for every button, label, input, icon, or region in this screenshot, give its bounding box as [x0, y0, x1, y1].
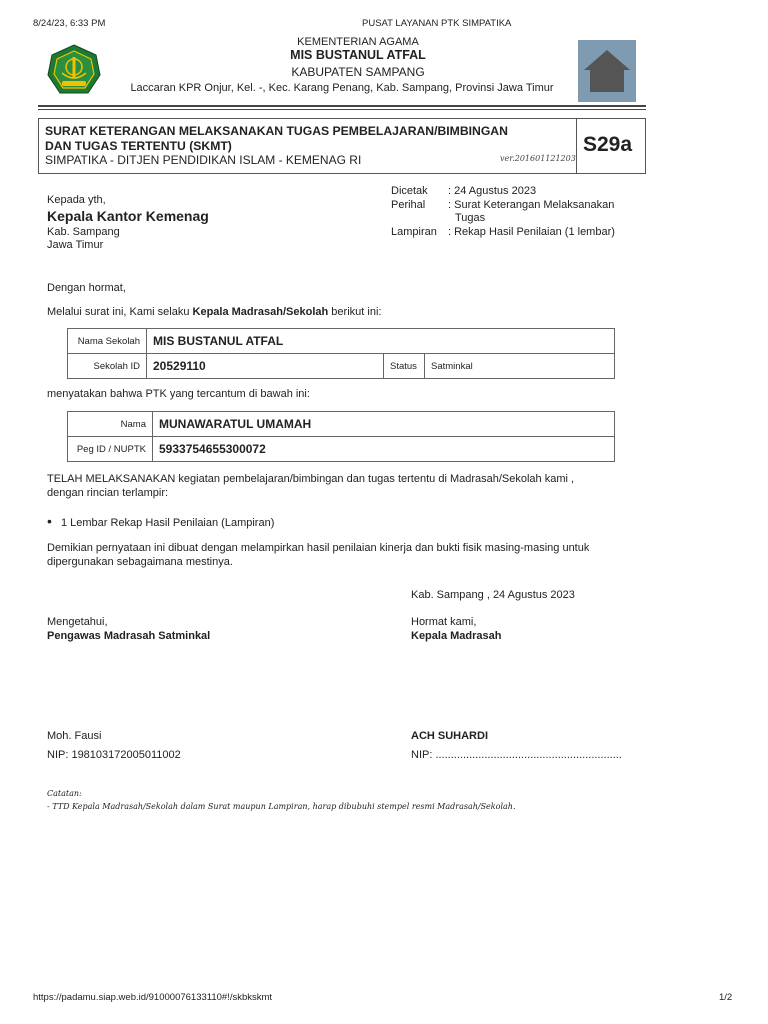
- list-item: [47, 513, 274, 529]
- document-title-line1: SURAT KETERANGAN MELAKSANAKAN TUGAS PEMBELAJARAN/BIMBINGAN: [45, 124, 508, 138]
- paragraph2-line1: Demikian pernyataan ini dibuat dengan melampirkan hasil penilaian kinerja dan bukti fisik masing-masing untuk: [47, 542, 590, 554]
- document-version: ver.201601121203: [500, 154, 576, 163]
- school-address: Laccaran KPR Onjur, Kel. -, Kec. Karang Penang, Kab. Sampang, Provinsi Jawa Timur: [130, 82, 554, 94]
- bullet-icon: •: [47, 513, 52, 529]
- paragraph2-line2: dipergunakan sebagaimana mestinya.: [47, 556, 233, 568]
- print-datetime: 8/24/23, 6:33 PM: [33, 18, 106, 29]
- right-signature-role: Kepala Madrasah: [411, 630, 502, 642]
- footer-url[interactable]: https://padamu.siap.web.id/91000076133110#!/skbkskmt: [33, 992, 273, 1003]
- ptk-id-value: 5933754655300072: [153, 437, 615, 462]
- status-label: Status: [384, 354, 425, 379]
- school-name-header: MIS BUSTANUL ATFAL: [290, 48, 426, 62]
- recipient-name: Kepala Kantor Kemenag: [47, 208, 209, 224]
- recipient-line1: Kab. Sampang: [47, 226, 120, 238]
- ptk-name-label: Nama: [68, 412, 153, 437]
- recipient-salutation: Kepada yth,: [47, 194, 106, 206]
- paragraph1-line2: dengan rincian terlampir:: [47, 487, 169, 499]
- note-label: Catatan:: [47, 789, 82, 798]
- form-code: S29a: [583, 133, 633, 156]
- page-number: 1/2: [719, 992, 733, 1003]
- school-info-table: [67, 328, 615, 379]
- printed-label: Dicetak: [391, 185, 428, 197]
- school-name-label: Nama Sekolah: [68, 329, 147, 354]
- subject-value-line1: : Surat Keterangan Melaksanakan: [448, 199, 615, 211]
- kemenag-logo: [46, 43, 102, 99]
- table-row: [68, 354, 615, 379]
- paragraph1-line1: TELAH MELAKSANAKAN kegiatan pembelajaran/bimbingan dan tugas tertentu di Madrasah/Sekolah kami ,: [47, 473, 575, 485]
- bullet-text: 1 Lembar Rekap Hasil Penilaian (Lampiran): [60, 517, 275, 529]
- subject-label: Perihal: [391, 199, 426, 211]
- ministry-name: KEMENTERIAN AGAMA: [297, 36, 419, 48]
- recipient-line2: Jawa Timur: [47, 239, 104, 251]
- intro-sentence: [47, 306, 381, 318]
- school-id-value: 20529110: [147, 354, 384, 379]
- states-sentence: menyatakan bahwa PTK yang tercantum di bawah ini:: [47, 388, 310, 400]
- intro-text-a: Melalui surat ini, Kami selaku: [47, 306, 193, 318]
- greeting: Dengan hormat,: [47, 282, 126, 294]
- right-signature-intro: Hormat kami,: [411, 616, 477, 628]
- left-signature-intro: Mengetahui,: [47, 616, 108, 628]
- title-box-divider: [576, 118, 577, 174]
- place-date: Kab. Sampang , 24 Agustus 2023: [411, 589, 575, 601]
- school-name-value: MIS BUSTANUL ATFAL: [147, 329, 615, 354]
- regency-name: KABUPATEN SAMPANG: [291, 65, 425, 79]
- attachment-label: Lampiran: [391, 226, 437, 238]
- attachment-value: : Rekap Hasil Penilaian (1 lembar): [448, 226, 615, 238]
- right-signer-nip: NIP: .............................................................: [411, 749, 622, 761]
- table-row: [68, 437, 615, 462]
- table-row: [68, 412, 615, 437]
- document-subtitle: SIMPATIKA - DITJEN PENDIDIKAN ISLAM - KEMENAG RI: [45, 153, 362, 167]
- ptk-name-value: MUNAWARATUL UMAMAH: [153, 412, 615, 437]
- photo-placeholder: [578, 40, 636, 102]
- table-row: [68, 329, 615, 354]
- school-id-label: Sekolah ID: [68, 354, 147, 379]
- printed-value: : 24 Agustus 2023: [448, 185, 537, 197]
- ptk-id-label: Peg ID / NUPTK: [68, 437, 153, 462]
- print-site-title: PUSAT LAYANAN PTK SIMPATIKA: [362, 18, 512, 29]
- right-signer-name: ACH SUHARDI: [411, 730, 488, 742]
- document-title-line2: DAN TUGAS TERTENTU (SKMT): [45, 139, 232, 153]
- subject-value-line2: Tugas: [455, 212, 486, 224]
- status-value: Satminkal: [425, 354, 615, 379]
- left-signer-nip: NIP: 198103172005011002: [47, 749, 181, 761]
- header-rule-thin: [38, 109, 646, 110]
- note-text: - TTD Kepala Madrasah/Sekolah dalam Surat maupun Lampiran, harap dibubuhi stempel resmi Madrasah/Sekolah.: [47, 802, 516, 811]
- header-rule-thick: [38, 105, 646, 107]
- intro-text-bold: Kepala Madrasah/Sekolah: [192, 306, 329, 318]
- left-signer-name: Moh. Fausi: [47, 730, 102, 742]
- ptk-info-table: [67, 411, 615, 462]
- left-signature-role: Pengawas Madrasah Satminkal: [47, 630, 211, 642]
- intro-text-b: berikut ini:: [328, 306, 382, 318]
